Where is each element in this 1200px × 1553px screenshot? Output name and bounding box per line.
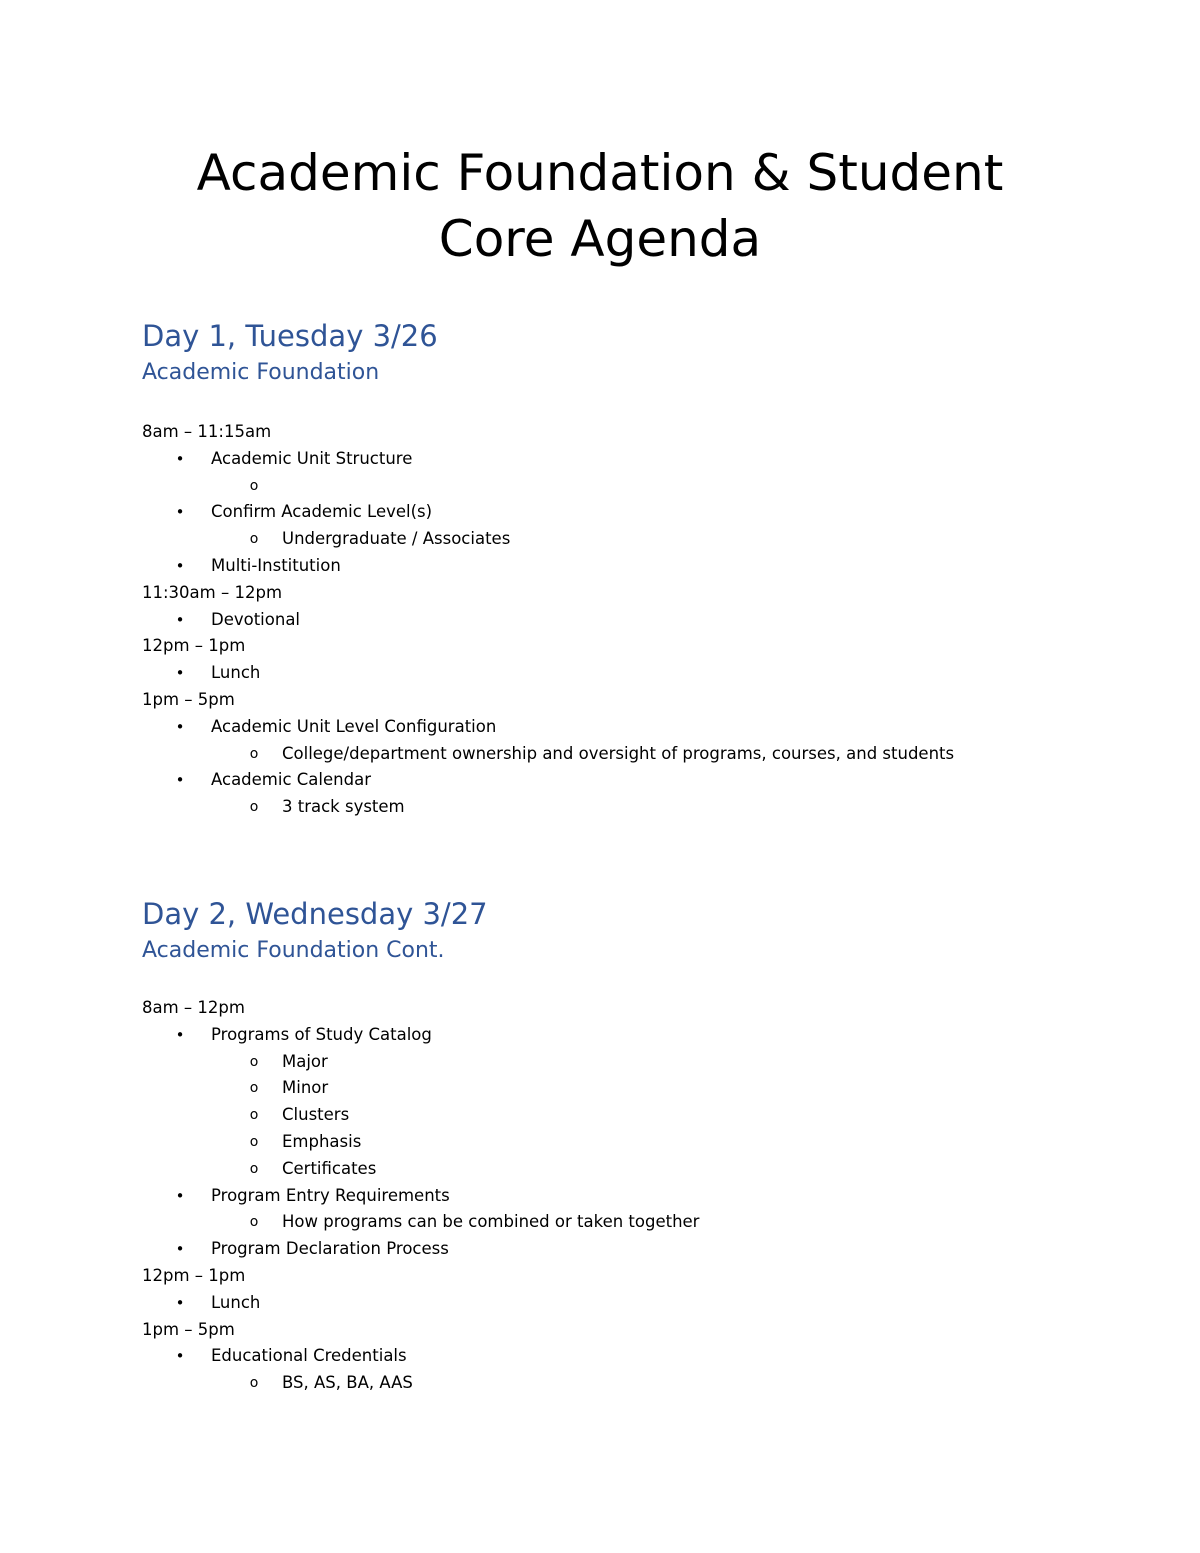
document-title xyxy=(100,140,1100,272)
bullet-icon: • xyxy=(175,449,185,468)
bullet-icon: • xyxy=(175,1025,185,1044)
title-line-2: Core Agenda xyxy=(438,210,762,268)
bullet-icon: • xyxy=(175,717,185,736)
agenda-item-label: Educational Credentials xyxy=(211,1346,407,1366)
agenda-item xyxy=(142,767,1142,794)
agenda-item-label: Confirm Academic Level(s) xyxy=(211,502,433,522)
sub-bullet-icon: o xyxy=(249,531,259,548)
agenda-item-label: Program Declaration Process xyxy=(211,1239,449,1259)
agenda-item xyxy=(142,660,1142,687)
agenda-item xyxy=(142,607,1142,634)
agenda-item xyxy=(142,1343,1142,1370)
agenda-subitem xyxy=(142,526,1142,553)
time-slot-label: 1pm – 5pm xyxy=(142,689,235,709)
bullet-icon: • xyxy=(175,1347,185,1366)
agenda-item-label: Minor xyxy=(282,1078,329,1098)
agenda-item xyxy=(142,1290,1142,1317)
agenda-item xyxy=(142,553,1142,580)
sub-bullet-icon: o xyxy=(249,1133,259,1150)
agenda-item-label: BS, AS, BA, AAS xyxy=(282,1373,413,1393)
time-slot xyxy=(142,995,1142,1022)
agenda-subitem xyxy=(142,1075,1142,1102)
agenda-item-label: Clusters xyxy=(282,1105,350,1125)
agenda-item xyxy=(142,1022,1142,1049)
agenda-item-label: Multi-Institution xyxy=(211,555,341,575)
bullet-icon: • xyxy=(175,556,185,575)
agenda-item-label: Programs of Study Catalog xyxy=(211,1024,432,1044)
sub-bullet-icon: o xyxy=(249,1053,259,1070)
bullet-icon: • xyxy=(175,610,185,629)
time-slot xyxy=(142,1317,1142,1344)
agenda-item xyxy=(142,714,1142,741)
agenda-item-label: How programs can be combined or taken together xyxy=(282,1212,700,1232)
agenda-item-label: Devotional xyxy=(211,609,301,629)
day-1-section xyxy=(142,316,1142,821)
agenda-subitem xyxy=(142,1102,1142,1129)
sub-bullet-icon: o xyxy=(249,1214,259,1231)
sub-bullet-icon: o xyxy=(249,1160,259,1177)
agenda-item-label: Program Entry Requirements xyxy=(211,1185,450,1205)
agenda-item-label: Undergraduate / Associates xyxy=(282,529,511,549)
agenda-item-label: College/department ownership and oversight of programs, courses, and students xyxy=(282,743,955,763)
agenda-subitem xyxy=(142,1370,1142,1397)
day-2-subheading: Academic Foundation Cont. xyxy=(142,938,445,963)
agenda-item-label: Academic Unit Structure xyxy=(211,448,413,468)
agenda-item xyxy=(142,1236,1142,1263)
sub-bullet-icon: o xyxy=(249,477,259,494)
agenda-subitem xyxy=(142,1209,1142,1236)
bullet-icon: • xyxy=(175,503,185,522)
day-1-heading: Day 1, Tuesday 3/26 xyxy=(142,319,438,353)
agenda-item xyxy=(142,446,1142,473)
time-slot-label: 8am – 12pm xyxy=(142,998,245,1017)
time-slot-label: 8am – 11:15am xyxy=(142,422,272,441)
agenda-subitem xyxy=(142,794,1142,821)
sub-bullet-icon: o xyxy=(249,745,259,762)
day-2-section xyxy=(142,894,1142,1397)
agenda-item-label: Academic Unit Level Configuration xyxy=(211,716,497,736)
agenda-item-label: 3 track system xyxy=(282,797,405,817)
sub-bullet-icon: o xyxy=(249,799,259,816)
time-slot-label: 11:30am – 12pm xyxy=(142,582,283,602)
agenda-item-label: Academic Calendar xyxy=(211,770,371,790)
sub-bullet-icon: o xyxy=(249,1080,259,1097)
agenda-item-label: Emphasis xyxy=(282,1131,362,1151)
time-slot-label: 1pm – 5pm xyxy=(142,1319,235,1339)
day-2-heading: Day 2, Wednesday 3/27 xyxy=(142,897,488,931)
agenda-item-label: Major xyxy=(282,1051,328,1071)
agenda-item xyxy=(142,499,1142,526)
bullet-icon: • xyxy=(175,1293,185,1312)
bullet-icon: • xyxy=(175,1240,185,1259)
agenda-item-label: Lunch xyxy=(211,663,261,683)
agenda-subitem xyxy=(142,1129,1142,1156)
day-1-agenda xyxy=(142,419,1142,821)
day-2-agenda xyxy=(142,995,1142,1397)
title-line-1: Academic Foundation & Student xyxy=(196,144,1004,202)
bullet-icon: • xyxy=(175,1186,185,1205)
agenda-subitem xyxy=(142,1049,1142,1076)
agenda-subitem xyxy=(142,1156,1142,1183)
agenda-subitem xyxy=(142,473,1142,500)
agenda-item-label: Certificates xyxy=(282,1158,377,1178)
sub-bullet-icon: o xyxy=(249,1107,259,1124)
sub-bullet-icon: o xyxy=(249,1375,259,1392)
bullet-icon: • xyxy=(175,664,185,683)
agenda-item xyxy=(142,1183,1142,1210)
time-slot xyxy=(142,633,1142,660)
time-slot xyxy=(142,580,1142,607)
time-slot xyxy=(142,419,1142,446)
time-slot-label: 12pm – 1pm xyxy=(142,636,246,656)
agenda-item-label: Lunch xyxy=(211,1292,261,1312)
time-slot xyxy=(142,687,1142,714)
time-slot xyxy=(142,1263,1142,1290)
bullet-icon: • xyxy=(175,771,185,790)
agenda-subitem xyxy=(142,741,1142,768)
time-slot-label: 12pm – 1pm xyxy=(142,1265,246,1285)
day-1-subheading: Academic Foundation xyxy=(142,360,380,385)
